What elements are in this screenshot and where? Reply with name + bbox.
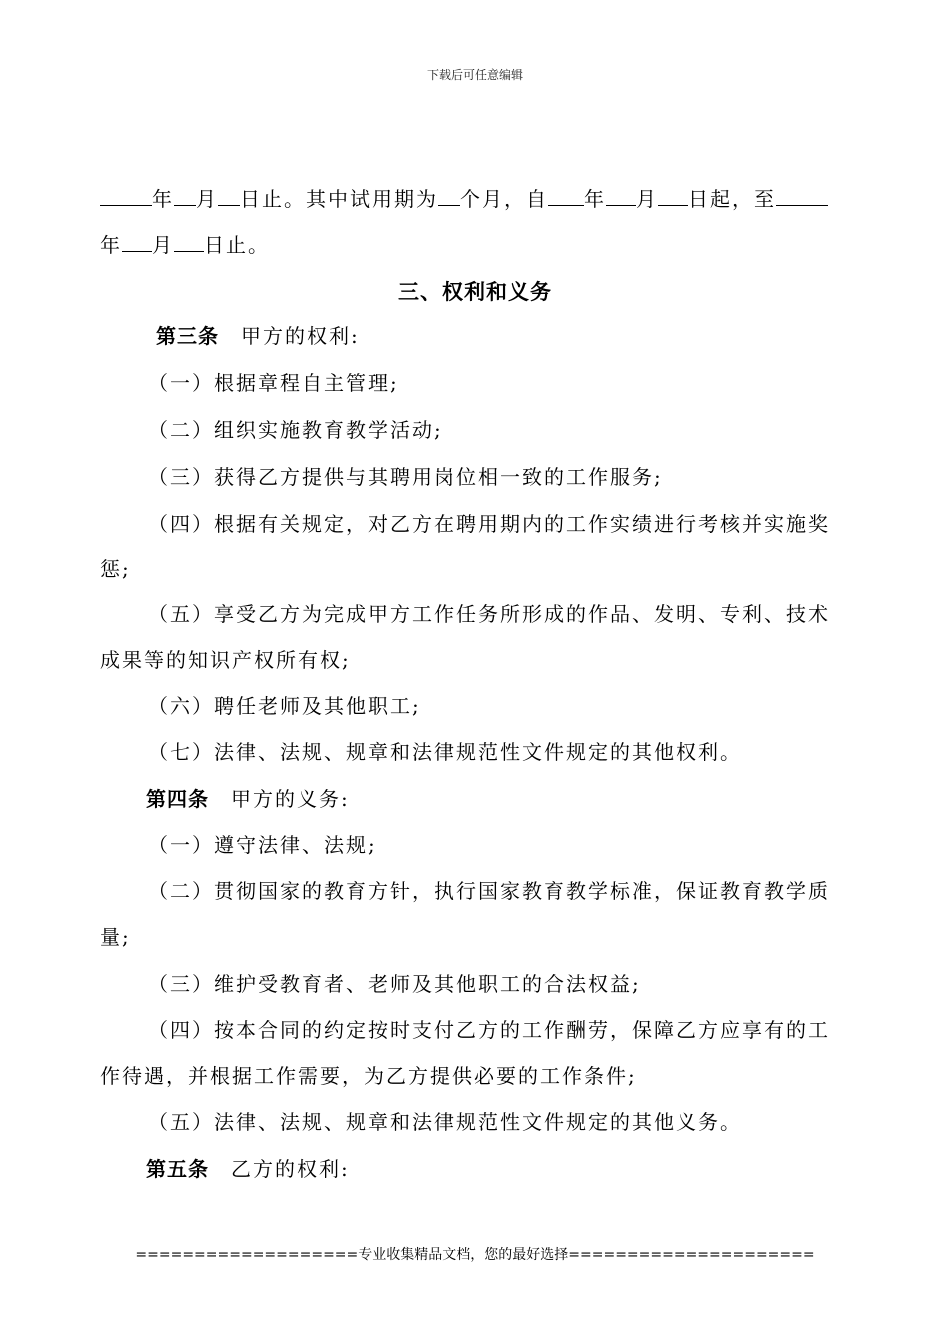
article-4-heading xyxy=(146,785,906,813)
blank-probation-months[interactable] xyxy=(438,187,460,206)
article-3-label: 第三条 xyxy=(156,324,219,348)
blank-probation-start-day[interactable] xyxy=(658,187,688,206)
article-5-label: 第五条 xyxy=(146,1157,209,1181)
article-4-item: （一）遵守法律、法规; xyxy=(148,833,377,857)
article-3-item-continuation: 成果等的知识产权所有权; xyxy=(100,648,351,672)
article-3-item: （五）享受乙方为完成甲方工作任务所形成的作品、发明、专利、技术 xyxy=(148,602,830,626)
article-4-item-continuation: 作待遇，并根据工作需要，为乙方提供必要的工作条件; xyxy=(100,1064,637,1088)
article-3-item: （二）组织实施教育教学活动; xyxy=(148,418,443,442)
contract-period-line-2: 年 月 日止。 xyxy=(100,233,270,257)
article-4-item-continuation: 量; xyxy=(100,925,131,949)
article-4-item: （五）法律、法规、规章和法律规范性文件规定的其他义务。 xyxy=(148,1110,742,1134)
page-footer: ===================专业收集精品文档，您的最好选择===================== xyxy=(135,1247,815,1263)
blank-probation-start-year[interactable] xyxy=(548,187,584,206)
article-4-text: 甲方的义务: xyxy=(231,787,350,811)
article-3-heading xyxy=(156,322,916,350)
article-3-item: （七）法律、法规、规章和法律规范性文件规定的其他权利。 xyxy=(148,740,742,764)
article-3-item: （三）获得乙方提供与其聘用岗位相一致的工作服务; xyxy=(148,465,663,489)
article-4-item: （三）维护受教育者、老师及其他职工的合法权益; xyxy=(148,972,641,996)
blank-day[interactable] xyxy=(218,187,240,206)
blank-probation-end-year[interactable] xyxy=(776,187,828,206)
blank-year[interactable] xyxy=(100,187,152,206)
page-header: 下载后可任意编辑 xyxy=(426,68,523,82)
article-3-item: （四）根据有关规定，对乙方在聘用期内的工作实绩进行考核并实施奖 xyxy=(148,512,830,536)
article-4-label: 第四条 xyxy=(146,787,209,811)
blank-probation-end-day[interactable] xyxy=(174,233,204,252)
article-4-item: （四）按本合同的约定按时支付乙方的工作酬劳，保障乙方应享有的工 xyxy=(148,1018,830,1042)
blank-month[interactable] xyxy=(174,187,196,206)
section-title: 三、权利和义务 xyxy=(398,280,552,304)
article-5-heading xyxy=(146,1155,906,1183)
article-3-text: 甲方的权利: xyxy=(241,324,360,348)
contract-period-line-1: 年 月 日止。其中试用期为 个月，自 年 月 日起，至 xyxy=(100,185,860,213)
article-5-text: 乙方的权利: xyxy=(231,1157,350,1181)
article-4-item: （二）贯彻国家的教育方针，执行国家教育教学标准，保证教育教学质 xyxy=(148,879,830,903)
article-3-item-continuation: 惩; xyxy=(100,557,131,581)
article-3-item: （六）聘任老师及其他职工; xyxy=(148,694,421,718)
article-3-item: （一）根据章程自主管理; xyxy=(148,371,399,395)
blank-probation-end-month[interactable] xyxy=(122,233,152,252)
blank-probation-start-month[interactable] xyxy=(606,187,636,206)
